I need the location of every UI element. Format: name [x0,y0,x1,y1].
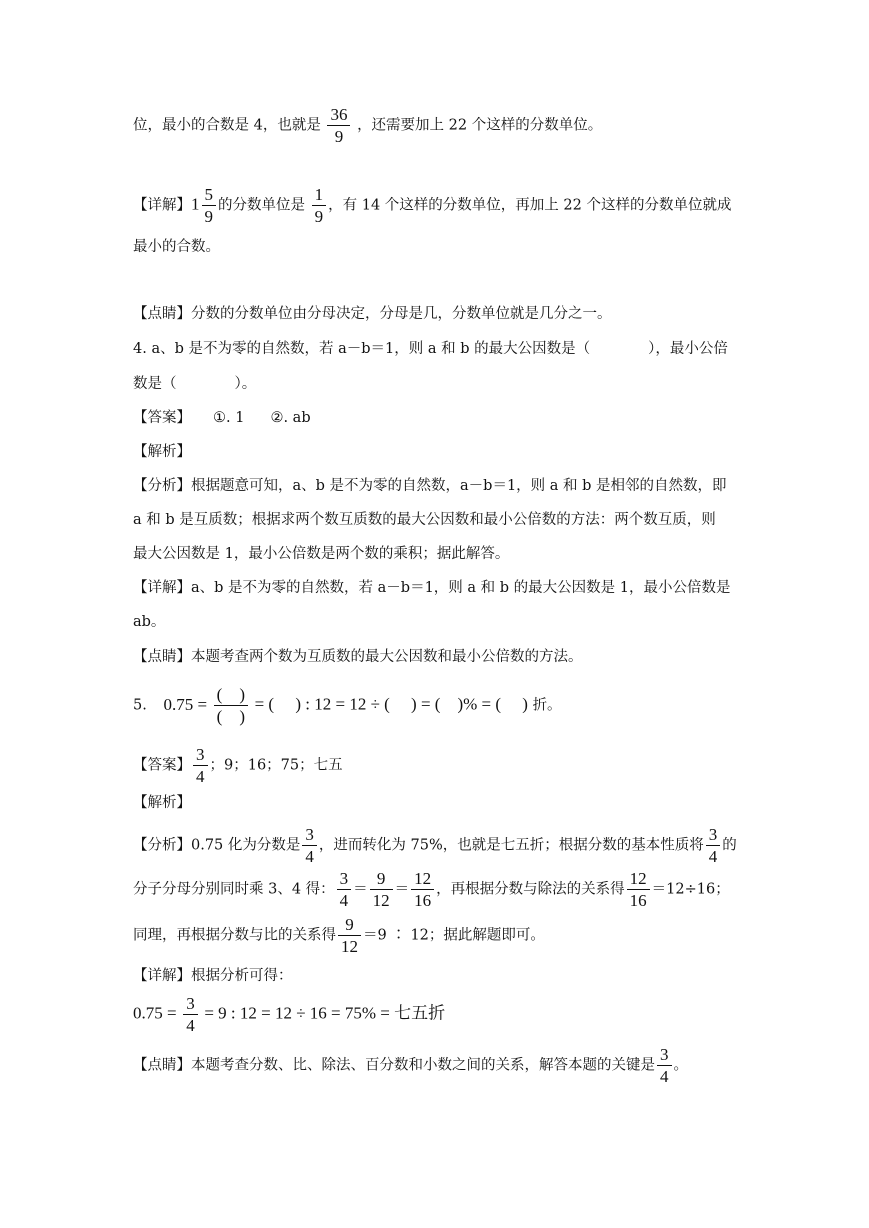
answer-line [133,411,311,426]
text-span: ），最小公倍 [648,341,728,357]
text-span: ）。 [234,376,257,392]
numerator: 12 [411,870,434,890]
text-span: ，再根据分数与除法的关系得 [436,881,625,898]
text-line: 【点睛】分数的分数单位由分母决定，分母是几，分数单位就是几分之一。 [133,306,612,322]
answer-item: ②. ab [270,410,311,426]
text-span: ＝ [353,881,368,898]
fraction [706,826,721,865]
text-span: ＝12÷16； [651,881,730,898]
denominator: 4 [339,891,349,910]
text-span: ，进而转化为 75%，也就是七五折；根据分数的基本性质将 [318,837,704,854]
text-line: 【解析】 [133,795,191,811]
text-line [133,1046,688,1085]
denominator: 9 [314,207,324,226]
numerator: 3 [193,746,208,766]
text-span: 【点睛】本题考查分数、比、除法、百分数和小数之间的关系，解答本题的关键是 [133,1057,655,1074]
denominator: ( ) [216,707,245,726]
denominator: 4 [660,1067,669,1086]
denominator: 4 [708,847,718,866]
text-line [133,377,256,392]
fraction [214,686,248,725]
text-span: 4. a、b 是不为零的自然数，若 a－b＝1，则 a 和 b 的最大公因数是（ [133,341,591,357]
section-tag: 【详解】 [133,197,191,214]
numerator: ( ) [214,686,248,706]
text-span: 的分数单位是 [218,197,305,214]
text-line [133,826,737,865]
text-line [133,916,545,955]
text-line [133,870,730,909]
denominator: 4 [196,767,205,786]
fraction [183,995,198,1034]
math-span: 0.75 = [133,1003,177,1023]
math-span: = 9 : 12 = 12 ÷ 16 = 75% = 七五折 [204,1003,446,1023]
denominator: 9 [334,127,344,146]
text-span: ，还需要加上 22 个这样的分数单位。 [357,117,603,134]
text-line: 【解析】 [133,444,191,460]
text-span: ＝ [394,881,410,898]
text-line: 【详解】根据分析可得： [133,968,293,984]
text-line: ab。 [133,614,166,630]
fraction [627,870,650,909]
denominator: 12 [341,937,358,956]
text-line: 最大公因数是 1，最小公倍数是两个数的乘积；据此解答。 [133,546,510,562]
numerator: 3 [337,870,352,890]
answer-line [133,746,343,785]
denominator: 16 [629,891,647,910]
text-span: 分子分母分别同时乘 3、4 得： [133,881,335,898]
text-line: 【分析】根据题意可知，a、b 是不为零的自然数，a－b＝1，则 a 和 b 是相邻的自然数，即 [133,478,727,494]
text-line: 【点睛】本题考查两个数为互质数的最大公因数和最小公倍数的方法。 [133,649,583,665]
fraction [338,916,361,955]
text-span: ；9；16；75；七五 [209,757,343,774]
numerator: 3 [302,826,317,846]
numerator: 12 [627,870,650,890]
numerator: 36 [327,106,350,126]
numerator: 5 [202,186,217,206]
numerator: 3 [706,826,721,846]
fraction [411,870,434,909]
text-line: 最小的合数。 [133,239,220,255]
question-4 [133,342,728,357]
text-line: 【详解】a、b 是不为零的自然数，若 a－b＝1，则 a 和 b 的最大公因数是 1，最小公倍数是 [133,580,731,596]
mixed-whole: 1 [191,194,200,214]
text-line: a 和 b 是互质数；根据求两个数互质数的最大公因数和最小公倍数的方法：两个数互质，则 [133,512,716,528]
denominator: 4 [186,1016,195,1035]
text-span: 数是（ [133,376,177,392]
fraction [327,106,350,145]
fraction [370,870,393,909]
answer-item: ①. 1 [213,410,245,426]
fraction [657,1046,672,1085]
text-line [133,106,602,145]
fraction [193,746,208,785]
fraction [312,186,327,225]
text-span: 。 [673,1057,688,1074]
question-number: 5. [133,697,147,714]
text-span: ，有 14 个这样的分数单位，再加上 22 个这样的分数单位就成 [328,197,732,214]
math-span: 0.75 = [163,694,208,714]
detail-line [133,186,731,225]
text-span: 位，最小的合数是 4，也就是 [133,117,321,134]
numerator: 3 [657,1046,672,1066]
numerator: 3 [183,995,198,1015]
numerator: 9 [338,916,361,936]
numerator: 9 [370,870,393,890]
section-tag: 【答案】 [133,757,191,774]
fraction [302,826,317,865]
denominator: 9 [204,207,213,226]
text-span: 同理，再根据分数与比的关系得 [133,927,336,944]
math-span: = ( ) : 12 = 12 ÷ ( ) = ( )% = ( ) [254,694,528,714]
text-span: ＝9 ∶ 12；据此解题即可。 [363,927,545,944]
section-tag: 【答案】 [133,410,191,426]
fraction [202,186,217,225]
numerator: 1 [312,186,327,206]
question-5 [133,686,562,725]
text-span: 的 [722,837,737,854]
denominator: 4 [305,847,314,866]
denominator: 12 [372,891,390,910]
equation-line [133,995,445,1034]
fraction [337,870,352,909]
text-span: 折。 [532,697,562,714]
denominator: 16 [414,891,432,910]
text-span: 【分析】0.75 化为分数是 [133,837,301,854]
